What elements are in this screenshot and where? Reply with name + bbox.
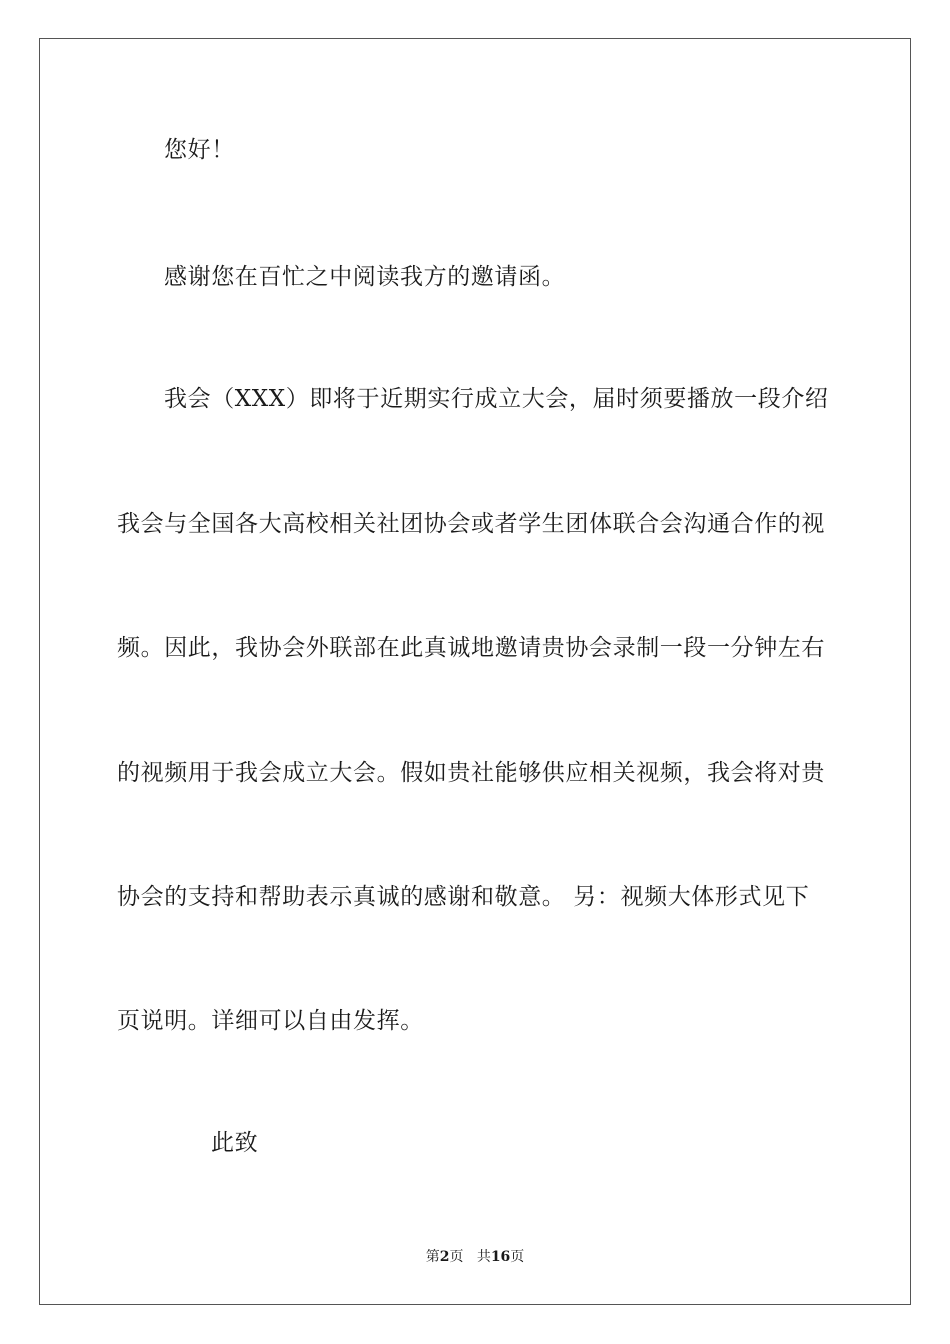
body-line: 我会（XXX）即将于近期实行成立大会，届时须要播放一段介绍: [164, 386, 829, 412]
page-number: 2: [439, 1249, 450, 1265]
closing: 此致: [211, 1130, 259, 1156]
page-prefix: 第: [425, 1249, 440, 1265]
page-suffix: 页: [449, 1249, 464, 1265]
page-border: [39, 38, 911, 1305]
greeting: 您好！: [164, 137, 235, 163]
body-line: 频。因此，我协会外联部在此真诚地邀请贵协会录制一段一分钟左右: [117, 635, 825, 661]
body-line: 协会的支持和帮助表示真诚的感谢和敬意。 另：视频大体形式见下: [117, 884, 810, 910]
total-suffix: 页: [510, 1249, 525, 1265]
total-pages: 16: [490, 1249, 511, 1265]
body-line: 我会与全国各大高校相关社团协会或者学生团体联合会沟通合作的视: [117, 511, 825, 537]
page-footer: [0, 1248, 950, 1266]
body-line: 的视频用于我会成立大会。假如贵社能够供应相关视频，我会将对贵: [117, 760, 825, 786]
thanks-paragraph: 感谢您在百忙之中阅读我方的邀请函。: [164, 264, 566, 290]
body-line: 页说明。详细可以自由发挥。: [117, 1008, 424, 1034]
total-prefix: 共: [476, 1249, 491, 1265]
